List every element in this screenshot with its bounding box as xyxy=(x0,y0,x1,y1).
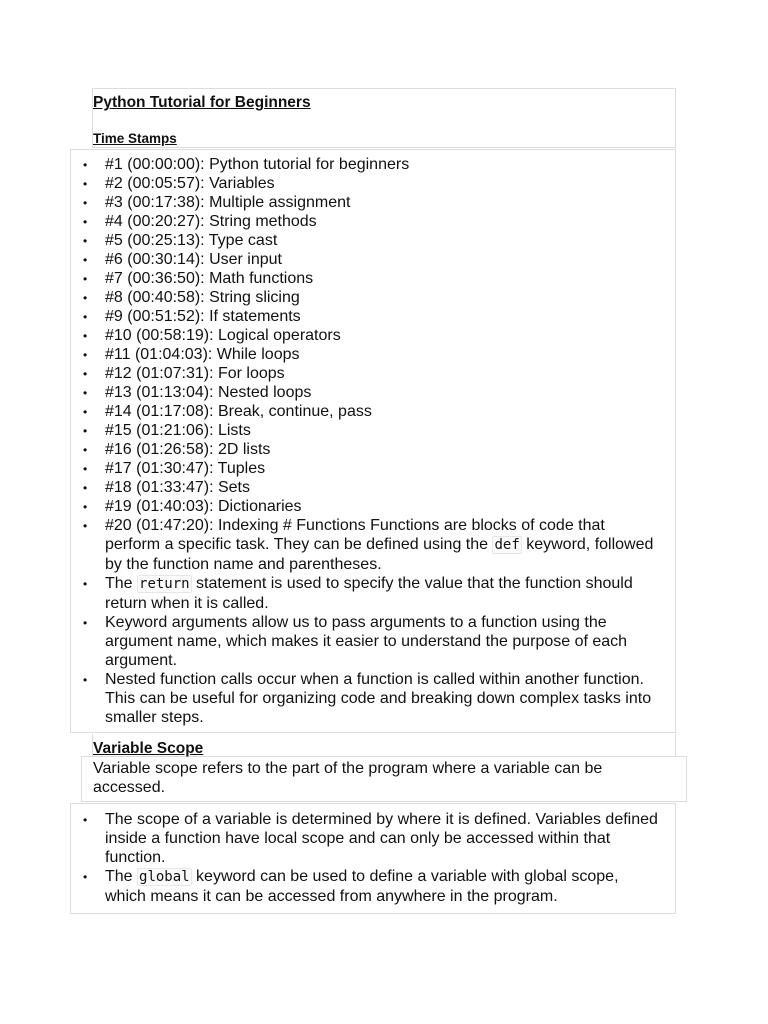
time-stamps-heading: Time Stamps xyxy=(93,131,177,146)
list-item: • #18 (01:33:47): Sets xyxy=(0,478,660,497)
list-item-text: statement is used to specify the value that the function should return when it is called. xyxy=(105,575,633,612)
list-item: • #19 (01:40:03): Dictionaries xyxy=(0,497,660,516)
variable-scope-description: Variable scope refers to the part of the program where a variable can be accessed. xyxy=(93,760,603,796)
list-item xyxy=(0,516,660,574)
list-item xyxy=(0,867,660,906)
inline-code-keyword: global xyxy=(139,869,190,885)
list-item: • #1 (00:00:00): Python tutorial for beginners xyxy=(0,155,660,174)
list-item: • #3 (00:17:38): Multiple assignment xyxy=(0,193,660,212)
list-item: • #17 (01:30:47): Tuples xyxy=(0,459,660,478)
list-item-text: The xyxy=(105,575,138,592)
list-item: • #12 (01:07:31): For loops xyxy=(0,364,660,383)
list-item: • Nested function calls occur when a function is called within another function. This can be useful for organizing code and breaking down complex tasks into smaller steps. xyxy=(0,670,660,727)
variable-scope-heading: Variable Scope xyxy=(93,740,204,757)
list-item: • #9 (00:51:52): If statements xyxy=(0,307,660,326)
inline-code-keyword: return xyxy=(139,576,190,592)
list-item: • #14 (01:17:08): Break, continue, pass xyxy=(0,402,660,421)
list-item-text: keyword, followed by the function name and parentheses. xyxy=(105,536,654,573)
list-item: • #4 (00:20:27): String methods xyxy=(0,212,660,231)
list-item: • #7 (00:36:50): Math functions xyxy=(0,269,660,288)
list-item: • #8 (00:40:58): String slicing xyxy=(0,288,660,307)
list-item: • #6 (00:30:14): User input xyxy=(0,250,660,269)
list-item: • #11 (01:04:03): While loops xyxy=(0,345,660,364)
list-item: • The scope of a variable is determined by where it is defined. Variables defined inside a function have local scope and can only be accessed within that function. xyxy=(0,810,660,867)
timestamps-list xyxy=(0,155,660,727)
list-item: • Keyword arguments allow us to pass arguments to a function using the argument name, which makes it easier to understand the purpose of each argument. xyxy=(0,613,660,670)
list-item: • #2 (00:05:57): Variables xyxy=(0,174,660,193)
list-item: • #15 (01:21:06): Lists xyxy=(0,421,660,440)
list-item: • #10 (00:58:19): Logical operators xyxy=(0,326,660,345)
list-item-text: The xyxy=(105,868,138,885)
variable-scope-list xyxy=(0,810,660,906)
list-item: • #13 (01:13:04): Nested loops xyxy=(0,383,660,402)
inline-code-keyword: def xyxy=(494,537,520,553)
list-item xyxy=(0,574,660,613)
list-item: • #5 (00:25:13): Type cast xyxy=(0,231,660,250)
document-title: Python Tutorial for Beginners xyxy=(93,94,311,111)
list-item-text: keyword can be used to define a variable with global scope, which means it can be accessed from anywhere in the program. xyxy=(105,868,619,905)
list-item-text: #20 (01:47:20): Indexing # Functions Functions are blocks of code that perform a specific task. They can be defined using the xyxy=(105,517,605,553)
list-item: • #16 (01:26:58): 2D lists xyxy=(0,440,660,459)
